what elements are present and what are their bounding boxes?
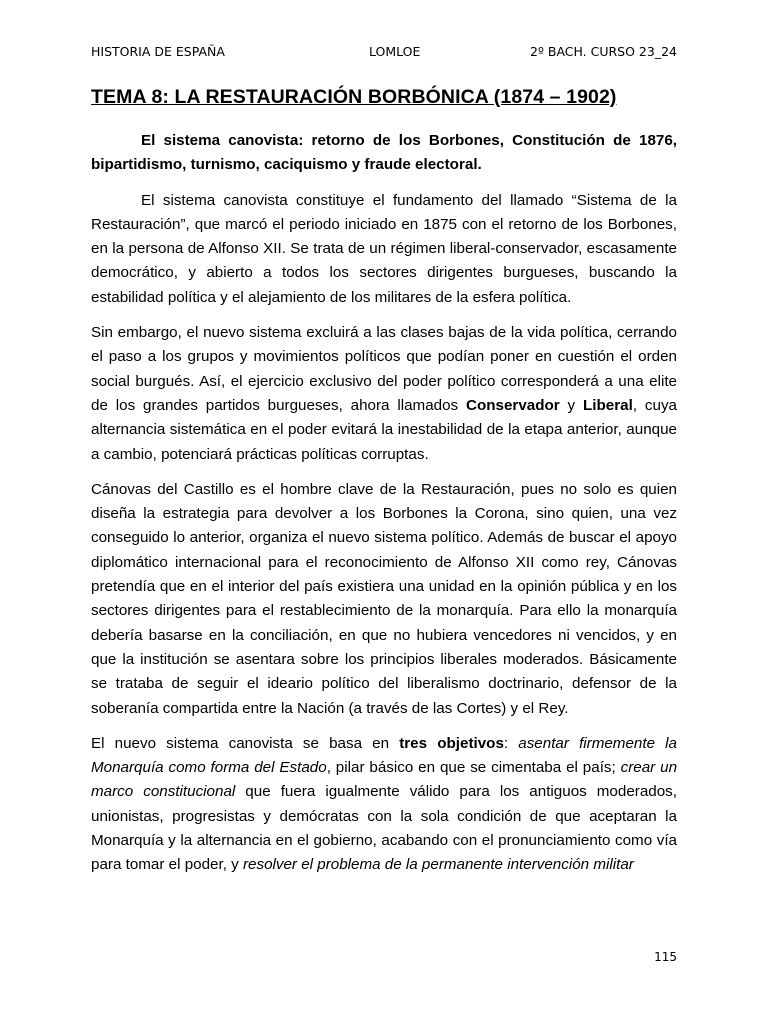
- paragraph-4-text-a: El nuevo sistema canovista se basa en: [91, 734, 400, 752]
- page-number: 115: [654, 950, 677, 964]
- paragraph-4: [91, 732, 677, 878]
- paragraph-2: [91, 321, 677, 467]
- paragraph-2-text-c: y: [559, 396, 584, 414]
- three-objectives: tres objetivos: [399, 734, 504, 752]
- paragraph-1: El sistema canovista constituye el fundamento del llamado “Sistema de la Restauración”, que marcó el periodo iniciado en 1875 con el retorno de los Borbones, en la persona de Alfonso XII. Se trata de un régimen liberal-conservador, escasamente democrático, y abierto a todos los sectores dirigentes burgueses, buscando la estabilidad política y el alejamiento de los militares de la esfera política.: [91, 191, 677, 306]
- section-subtitle: El sistema canovista: retorno de los Borbones, Constitución de 1876, bipartidismo, turnismo, caciquismo y fraude electoral.: [91, 132, 677, 174]
- party-conservador: Conservador: [466, 396, 560, 414]
- paragraph-4-text-c: :: [503, 734, 519, 752]
- objective-constitution: crear un marco constitucional: [91, 759, 678, 801]
- paragraph-4-text-g: que fuera igualmente válido para los antiguos moderados, unionistas, progresistas y demócratas con la sola condición de que aceptaran la Monarquía y la alternancia en el gobierno, acabando con el pronunciamiento como vía para tomar el poder, y: [91, 783, 677, 874]
- party-liberal: Liberal: [583, 396, 633, 414]
- objective-monarchy: asentar firmemente la Monarquía como forma del Estado: [91, 734, 677, 777]
- paragraph-2-text-a: Sin embargo, el nuevo sistema excluirá a las clases bajas de la vida política, cerrando el paso a los grupos y movimientos políticos que podían poner en cuestión el orden social burgués. Así, el ejercicio exclusivo del poder político corresponderá a una elite de los grandes partidos burgueses, ahora llamados: [91, 324, 677, 414]
- page-title: TEMA 8: LA RESTAURACIÓN BORBÓNICA (1874 – 1902): [91, 86, 617, 108]
- header-course: 2º BACH. CURSO 23_24: [530, 44, 677, 59]
- header-law: LOMLOE: [369, 44, 421, 59]
- document-body: [91, 129, 677, 889]
- objective-military: resolver el problema de la permanente intervención militar: [242, 856, 634, 874]
- paragraph-2-text-e: , cuya alternancia sistemática en el poder evitará la inestabilidad de la etapa anterior, aunque a cambio, potenciará prácticas políticas corruptas.: [91, 396, 677, 463]
- paragraph-4-text-e: , pilar básico en que se cimentaba el país;: [326, 759, 621, 777]
- paragraph-3: Cánovas del Castillo es el hombre clave de la Restauración, pues no solo es quien diseña la estrategia para devolver a los Borbones la Corona, sino quien, una vez conseguido lo anterior, organiza el nuevo sistema político. Además de buscar el apoyo diplomático internacional para el reconocimiento de Alfonso XII como rey, Cánovas pretendía que en el interior del país existiera una unidad en la opinión pública y en los sectores dirigentes para el restablecimiento de la monarquía. Para ello la monarquía debería basarse en la conciliación, en que no hubiera vencedores ni vencidos, y en que la institución se asentara sobre los principios liberales moderados. Básicamente se trataba de seguir el ideario político del liberalismo doctrinario, defensor de la soberanía compartida entre la Nación (a través de las Cortes) y el Rey.: [91, 480, 677, 717]
- header-subject: HISTORIA DE ESPAÑA: [91, 44, 225, 59]
